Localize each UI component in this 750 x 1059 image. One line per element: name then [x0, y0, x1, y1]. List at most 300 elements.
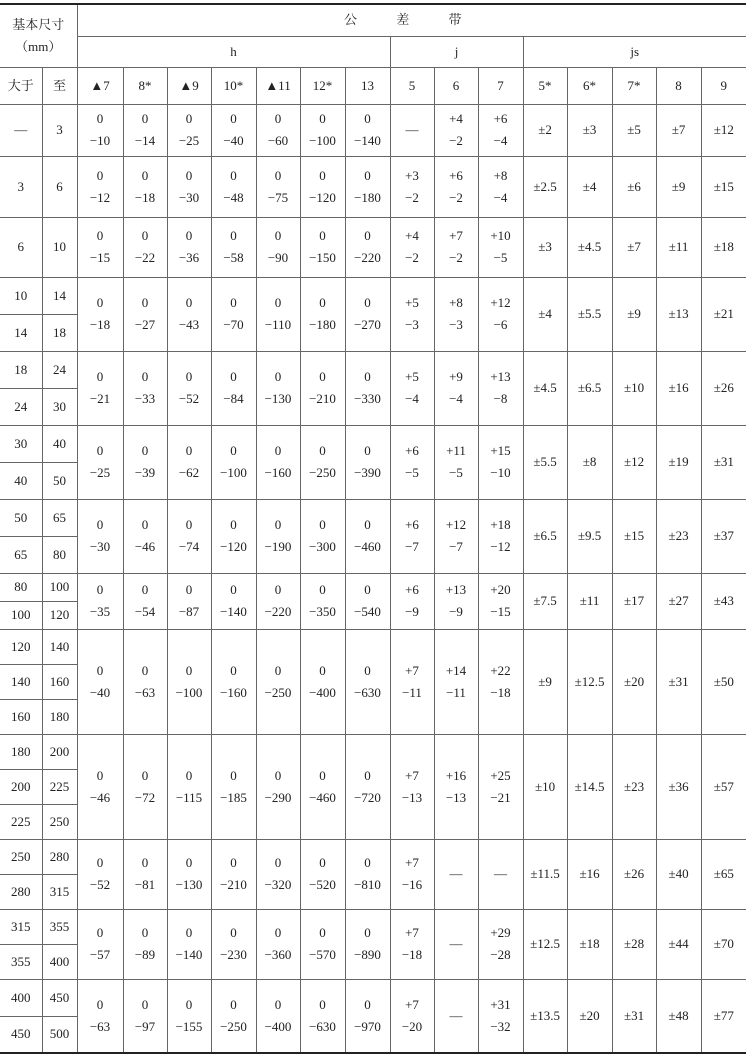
tolerance-cell [300, 734, 345, 839]
size-over: 180 [0, 734, 42, 769]
upper-deviation: 0 [96, 517, 104, 532]
upper-deviation: +12 [490, 295, 511, 310]
over-header: 大于 [0, 67, 42, 104]
tolerance-cell [345, 277, 390, 351]
lower-deviation: −2 [449, 250, 463, 265]
size-over: 160 [0, 699, 42, 734]
lower-deviation: −2 [405, 250, 419, 265]
tolerance-band-header [77, 4, 746, 36]
tolerance-cell [478, 351, 523, 425]
lower-deviation: −4 [449, 391, 463, 406]
tolerance-cell [167, 351, 211, 425]
tolerance-cell [123, 499, 167, 573]
upper-deviation: +6 [405, 517, 419, 532]
lower-deviation: −39 [134, 465, 156, 480]
grade-header: 8 [656, 67, 701, 104]
tolerance-cell [123, 573, 167, 629]
tolerance-cell: ±26 [612, 839, 656, 909]
upper-deviation: +31 [490, 996, 511, 1012]
upper-deviation: +22 [490, 662, 511, 678]
upper-deviation: 0 [141, 996, 149, 1012]
tolerance-cell [434, 277, 478, 351]
lower-deviation: −52 [89, 877, 111, 892]
upper-deviation: 0 [319, 925, 326, 940]
lower-deviation: −460 [309, 789, 336, 805]
lower-deviation: −36 [178, 250, 200, 265]
tolerance-cell [167, 217, 211, 277]
lower-deviation: −18 [89, 317, 111, 332]
tolerance-cell [300, 351, 345, 425]
size-over: 250 [0, 839, 42, 874]
size-to: 65 [42, 499, 77, 536]
lower-deviation: −12 [89, 189, 111, 205]
upper-deviation: 0 [141, 662, 149, 678]
upper-deviation: 0 [141, 925, 149, 940]
tolerance-cell: ±65 [701, 839, 746, 909]
tolerance-cell: ±70 [701, 909, 746, 979]
tolerance-cell [434, 156, 478, 217]
tolerance-cell: ±16 [656, 351, 701, 425]
tolerance-cell [123, 839, 167, 909]
tolerance-cell: ±9 [612, 277, 656, 351]
lower-deviation: −190 [264, 539, 292, 554]
lower-deviation: −54 [134, 604, 156, 619]
lower-deviation: −30 [89, 539, 111, 554]
tolerance-cell: — [434, 909, 478, 979]
tolerance-cell [167, 979, 211, 1053]
tolerance-cell: ±4.5 [567, 217, 612, 277]
lower-deviation: −150 [309, 250, 336, 265]
tolerance-cell: ±4 [567, 156, 612, 217]
size-over: 280 [0, 874, 42, 909]
tolerance-cell [390, 499, 434, 573]
upper-deviation: 0 [96, 925, 104, 940]
size-to: 400 [42, 944, 77, 979]
tolerance-cell [123, 277, 167, 351]
size-to: 6 [42, 156, 77, 217]
upper-deviation: 0 [230, 996, 237, 1012]
lower-deviation: −130 [175, 877, 203, 892]
lower-deviation: −12 [490, 539, 511, 554]
lower-deviation: −160 [264, 465, 292, 480]
tolerance-cell: ±8 [567, 425, 612, 499]
lower-deviation: −25 [178, 133, 200, 148]
tolerance-cell: ±15 [612, 499, 656, 573]
grade-header: 7 [478, 67, 523, 104]
lower-deviation: −33 [134, 391, 156, 406]
tolerance-cell [390, 277, 434, 351]
tolerance-cell [390, 734, 434, 839]
upper-deviation: 0 [274, 855, 282, 870]
lower-deviation: −60 [267, 133, 289, 148]
lower-deviation: −9 [405, 604, 419, 619]
tolerance-cell: ±13 [656, 277, 701, 351]
upper-deviation: +20 [490, 582, 511, 597]
tolerance-cell [345, 734, 390, 839]
lower-deviation: −5 [405, 465, 419, 480]
tolerance-cell: ±11 [567, 573, 612, 629]
lower-deviation: −16 [401, 877, 423, 892]
lower-deviation: −5 [493, 250, 508, 265]
tolerance-cell: — [390, 104, 434, 156]
tolerance-cell: ±5.5 [567, 277, 612, 351]
upper-deviation: 0 [274, 767, 282, 783]
tolerance-cell: ±6 [612, 156, 656, 217]
tolerance-cell: ±12.5 [523, 909, 567, 979]
lower-deviation: −89 [134, 947, 156, 962]
tolerance-cell: ±2.5 [523, 156, 567, 217]
lower-deviation: −130 [264, 391, 292, 406]
grade-header: 6* [567, 67, 612, 104]
lower-deviation: −4 [493, 189, 508, 205]
upper-deviation: 0 [364, 295, 371, 310]
group-header-h: h [77, 36, 390, 67]
tolerance-cell [478, 217, 523, 277]
size-over: 6 [0, 217, 42, 277]
tolerance-cell: ±2 [523, 104, 567, 156]
upper-deviation: +29 [490, 925, 511, 940]
lower-deviation: −46 [89, 789, 111, 805]
lower-deviation: −140 [354, 133, 381, 148]
tolerance-cell [256, 351, 300, 425]
table-row [0, 217, 746, 277]
tolerance-band-label: 公 差 带 [344, 12, 480, 28]
size-over: — [0, 104, 42, 156]
upper-deviation: 0 [319, 662, 326, 678]
tolerance-cell [77, 979, 123, 1053]
tolerance-cell [77, 156, 123, 217]
tolerance-cell [300, 156, 345, 217]
size-over: 450 [0, 1016, 42, 1053]
tolerance-cell: ±3 [567, 104, 612, 156]
lower-deviation: −250 [264, 684, 292, 700]
upper-deviation: 0 [230, 582, 237, 597]
upper-deviation: 0 [319, 767, 326, 783]
table-row [0, 104, 746, 156]
tolerance-cell [77, 499, 123, 573]
upper-deviation: +6 [493, 111, 508, 126]
size-to: 18 [42, 314, 77, 351]
upper-deviation: 0 [230, 369, 237, 384]
lower-deviation: −460 [354, 539, 381, 554]
tolerance-cell: ±4 [523, 277, 567, 351]
tolerance-cell: ±23 [656, 499, 701, 573]
table-row [0, 909, 746, 944]
upper-deviation: 0 [274, 925, 282, 940]
lower-deviation: −220 [264, 604, 292, 619]
tolerance-cell [123, 425, 167, 499]
lower-deviation: −22 [134, 250, 156, 265]
tolerance-cell [77, 629, 123, 734]
tolerance-cell [167, 425, 211, 499]
tolerance-cell [390, 979, 434, 1053]
lower-deviation: −320 [264, 877, 292, 892]
tolerance-cell [345, 217, 390, 277]
upper-deviation: 0 [230, 228, 237, 243]
upper-deviation: +18 [490, 517, 511, 532]
upper-deviation: 0 [319, 228, 326, 243]
tolerance-cell: ±48 [656, 979, 701, 1053]
lower-deviation: −74 [178, 539, 200, 554]
lower-deviation: −115 [175, 789, 203, 805]
tolerance-cell: ±5 [612, 104, 656, 156]
lower-deviation: −90 [267, 250, 289, 265]
tolerance-cell: — [478, 839, 523, 909]
lower-deviation: −48 [223, 189, 244, 205]
size-over: 50 [0, 499, 42, 536]
upper-deviation: 0 [274, 443, 282, 458]
upper-deviation: 0 [141, 111, 149, 126]
lower-deviation: −250 [309, 465, 336, 480]
tolerance-cell: ±12.5 [567, 629, 612, 734]
upper-deviation: 0 [96, 767, 104, 783]
lower-deviation: −63 [134, 684, 156, 700]
table-row [0, 839, 746, 874]
tolerance-cell [478, 979, 523, 1053]
size-to: 50 [42, 462, 77, 499]
upper-deviation: 0 [230, 662, 237, 678]
upper-deviation: 0 [185, 582, 193, 597]
lower-deviation: −630 [354, 684, 381, 700]
tolerance-cell [167, 909, 211, 979]
lower-deviation: −160 [220, 684, 247, 700]
size-over: 400 [0, 979, 42, 1016]
lower-deviation: −20 [401, 1018, 423, 1034]
upper-deviation: +25 [490, 767, 511, 783]
upper-deviation: 0 [141, 369, 149, 384]
upper-deviation: 0 [141, 517, 149, 532]
tolerance-cell [434, 425, 478, 499]
lower-deviation: −270 [354, 317, 381, 332]
upper-deviation: 0 [96, 295, 104, 310]
upper-deviation: 0 [364, 167, 371, 183]
upper-deviation: 0 [185, 111, 193, 126]
lower-deviation: −100 [175, 684, 203, 700]
size-to: 200 [42, 734, 77, 769]
tolerance-cell: ±26 [701, 351, 746, 425]
lower-deviation: −14 [134, 133, 156, 148]
table-row [0, 425, 746, 462]
lower-deviation: −7 [405, 539, 419, 554]
size-over: 140 [0, 664, 42, 699]
tolerance-cell [77, 277, 123, 351]
lower-deviation: −540 [354, 604, 381, 619]
tolerance-cell: ±31 [656, 629, 701, 734]
upper-deviation: +10 [490, 228, 511, 243]
size-over: 3 [0, 156, 42, 217]
size-to: 280 [42, 839, 77, 874]
tolerance-cell [390, 156, 434, 217]
lower-deviation: −58 [223, 250, 244, 265]
upper-deviation: 0 [274, 369, 282, 384]
tolerance-cell [167, 277, 211, 351]
grade-header: 6 [434, 67, 478, 104]
upper-deviation: 0 [96, 996, 104, 1012]
lower-deviation: −890 [354, 947, 381, 962]
tolerance-cell: ±10 [612, 351, 656, 425]
upper-deviation: 0 [185, 662, 193, 678]
tolerance-cell [167, 104, 211, 156]
tolerance-cell [300, 629, 345, 734]
unit-label: （mm） [15, 38, 62, 54]
lower-deviation: −84 [223, 391, 244, 406]
size-to: 120 [42, 601, 77, 629]
upper-deviation: +16 [445, 767, 467, 783]
grade-header: ▲7 [77, 67, 123, 104]
upper-deviation: +7 [405, 662, 419, 678]
upper-deviation: 0 [230, 443, 237, 458]
upper-deviation: 0 [230, 855, 237, 870]
size-to: 250 [42, 804, 77, 839]
upper-deviation: +15 [490, 443, 511, 458]
tolerance-cell [256, 734, 300, 839]
table-row [0, 979, 746, 1016]
lower-deviation: −43 [178, 317, 200, 332]
size-over: 225 [0, 804, 42, 839]
upper-deviation: 0 [364, 662, 371, 678]
upper-deviation: 0 [274, 517, 282, 532]
lower-deviation: −350 [309, 604, 336, 619]
upper-deviation: 0 [185, 855, 193, 870]
lower-deviation: −2 [405, 189, 419, 205]
tolerance-cell [478, 909, 523, 979]
tolerance-cell: ±43 [701, 573, 746, 629]
basic-size-header [0, 4, 77, 67]
lower-deviation: −97 [134, 1018, 156, 1034]
basic-size-label: 基本尺寸 [12, 16, 65, 32]
tolerance-cell [211, 217, 256, 277]
size-to: 140 [42, 629, 77, 664]
tolerance-cell [390, 629, 434, 734]
size-over: 14 [0, 314, 42, 351]
size-to: 24 [42, 351, 77, 388]
table-row [0, 351, 746, 388]
tolerance-cell: ±27 [656, 573, 701, 629]
to-header: 至 [42, 67, 77, 104]
lower-deviation: −400 [264, 1018, 292, 1034]
lower-deviation: −72 [134, 789, 156, 805]
upper-deviation: 0 [274, 111, 282, 126]
grade-header: 8* [123, 67, 167, 104]
size-to: 100 [42, 573, 77, 601]
tolerance-cell: ±31 [612, 979, 656, 1053]
lower-deviation: −15 [490, 604, 511, 619]
upper-deviation: +14 [445, 662, 467, 678]
upper-deviation: 0 [96, 228, 104, 243]
lower-deviation: −360 [264, 947, 292, 962]
lower-deviation: −63 [89, 1018, 111, 1034]
tolerance-cell [300, 573, 345, 629]
upper-deviation: 0 [185, 369, 193, 384]
upper-deviation: 0 [230, 111, 237, 126]
grade-header: 7* [612, 67, 656, 104]
group-header-js: js [523, 36, 746, 67]
upper-deviation: 0 [274, 295, 282, 310]
group-header-j: j [390, 36, 523, 67]
tolerance-cell: ±7.5 [523, 573, 567, 629]
lower-deviation: −40 [223, 133, 244, 148]
upper-deviation: 0 [185, 517, 193, 532]
upper-deviation: 0 [319, 111, 326, 126]
lower-deviation: −390 [354, 465, 381, 480]
tolerance-cell [345, 156, 390, 217]
tolerance-cell: ±31 [701, 425, 746, 499]
upper-deviation: 0 [230, 517, 237, 532]
tolerance-cell [123, 629, 167, 734]
tolerance-cell: ±20 [612, 629, 656, 734]
tolerance-cell [434, 573, 478, 629]
upper-deviation: 0 [364, 517, 371, 532]
upper-deviation: 0 [364, 996, 371, 1012]
upper-deviation: 0 [364, 582, 371, 597]
lower-deviation: −230 [220, 947, 247, 962]
tolerance-cell [77, 351, 123, 425]
tolerance-cell [434, 217, 478, 277]
tolerance-cell: — [434, 979, 478, 1053]
size-to: 14 [42, 277, 77, 314]
lower-deviation: −400 [309, 684, 336, 700]
tolerance-cell [256, 104, 300, 156]
tolerance-cell: ±16 [567, 839, 612, 909]
lower-deviation: −18 [401, 947, 423, 962]
upper-deviation: +8 [493, 167, 508, 183]
lower-deviation: −4 [493, 133, 508, 148]
tolerance-cell: ±17 [612, 573, 656, 629]
tolerance-cell: ±18 [701, 217, 746, 277]
tolerance-cell [256, 839, 300, 909]
table-row [0, 156, 746, 217]
tolerance-cell [211, 573, 256, 629]
lower-deviation: −100 [220, 465, 247, 480]
grade-header: ▲9 [167, 67, 211, 104]
lower-deviation: −62 [178, 465, 200, 480]
tolerance-cell [167, 734, 211, 839]
tolerance-cell: ±3 [523, 217, 567, 277]
grade-header: 5* [523, 67, 567, 104]
size-over: 120 [0, 629, 42, 664]
tolerance-cell [300, 499, 345, 573]
tolerance-cell [167, 573, 211, 629]
lower-deviation: −13 [401, 789, 423, 805]
tolerance-cell [211, 351, 256, 425]
size-over: 65 [0, 536, 42, 573]
tolerance-cell [167, 499, 211, 573]
tolerance-cell: ±10 [523, 734, 567, 839]
lower-deviation: −21 [89, 391, 111, 406]
tolerance-cell [256, 156, 300, 217]
tolerance-cell: ±18 [567, 909, 612, 979]
lower-deviation: −3 [449, 317, 463, 332]
upper-deviation: +12 [445, 517, 467, 532]
upper-deviation: 0 [185, 925, 193, 940]
upper-deviation: +6 [405, 582, 419, 597]
tolerance-cell: ±15 [701, 156, 746, 217]
table-row [0, 499, 746, 536]
size-over: 200 [0, 769, 42, 804]
size-to: 450 [42, 979, 77, 1016]
upper-deviation: 0 [319, 443, 326, 458]
tolerance-cell [211, 425, 256, 499]
size-over: 40 [0, 462, 42, 499]
lower-deviation: −3 [405, 317, 419, 332]
tolerance-cell [300, 277, 345, 351]
upper-deviation: 0 [185, 443, 193, 458]
size-to: 355 [42, 909, 77, 944]
upper-deviation: 0 [141, 167, 149, 183]
tolerance-cell [77, 734, 123, 839]
tolerance-cell [77, 839, 123, 909]
lower-deviation: −87 [178, 604, 200, 619]
